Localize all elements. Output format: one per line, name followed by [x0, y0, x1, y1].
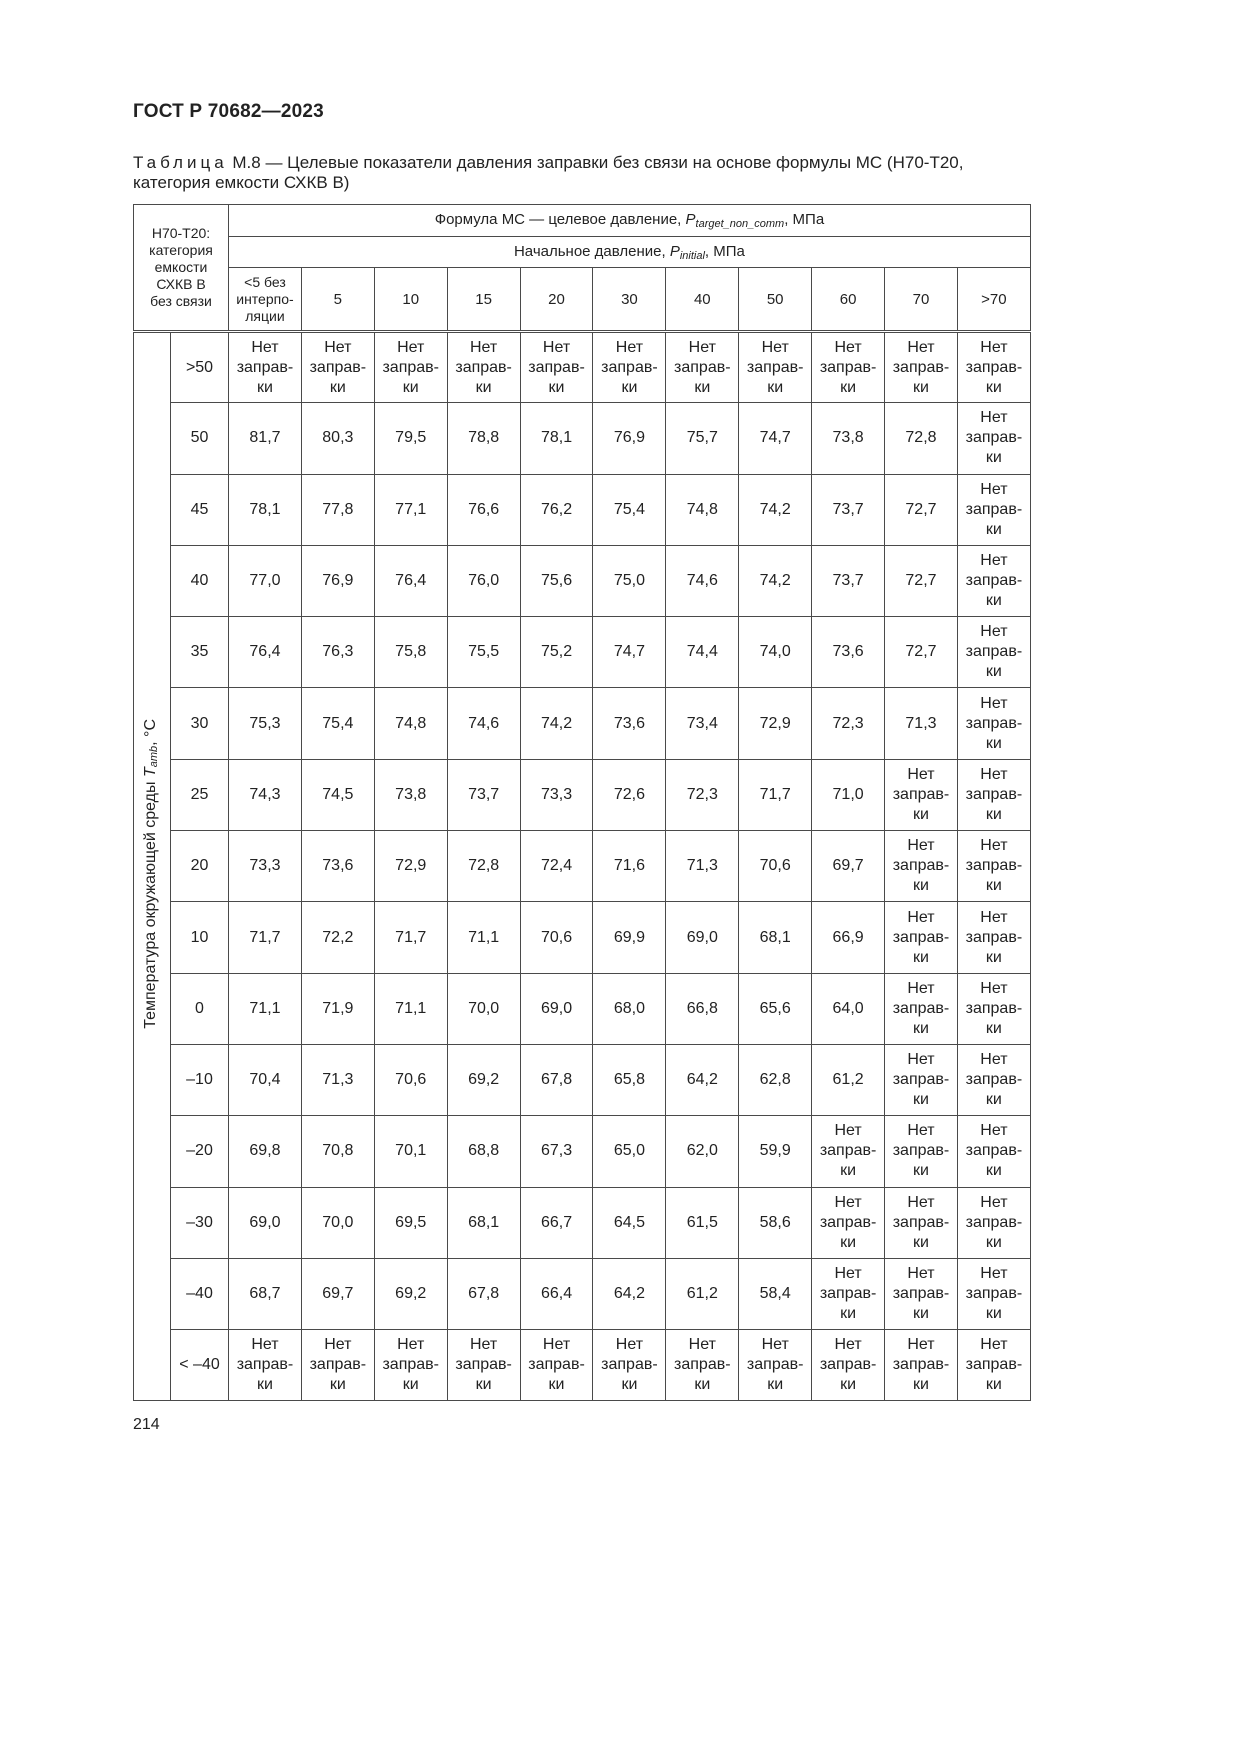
- table-cell: 70,8: [301, 1116, 374, 1187]
- table-cell: 78,1: [229, 474, 302, 545]
- table-cell: 58,4: [739, 1258, 812, 1329]
- column-header: 20: [520, 268, 593, 332]
- table-cell: Нет заправ- ки: [812, 1258, 885, 1329]
- table-cell: Нет заправ- ки: [812, 332, 885, 403]
- table-row: [134, 902, 1031, 973]
- column-header: 30: [593, 268, 666, 332]
- table-cell: 76,2: [520, 474, 593, 545]
- table-cell: 73,3: [229, 831, 302, 902]
- table-cell: 71,1: [229, 973, 302, 1044]
- formula-header: [229, 205, 1031, 237]
- row-axis-label-prefix: Температура окружающей среды: [141, 776, 159, 1029]
- table-cell: 71,3: [666, 831, 739, 902]
- header-row-columns: [134, 268, 1031, 332]
- table-cell: 64,2: [666, 1044, 739, 1115]
- table-cell: 66,7: [520, 1187, 593, 1258]
- row-axis-label: [141, 719, 164, 1029]
- table-cell: 73,7: [447, 759, 520, 830]
- table-cell: 69,0: [666, 902, 739, 973]
- table-cell: Нет заправ- ки: [374, 1330, 447, 1401]
- table-cell: Нет заправ- ки: [957, 1187, 1030, 1258]
- table-cell: Нет заправ- ки: [957, 332, 1030, 403]
- table-cell: 77,0: [229, 545, 302, 616]
- table-cell: 74,2: [739, 474, 812, 545]
- table-cell: 73,8: [812, 403, 885, 474]
- table-cell: 73,7: [812, 474, 885, 545]
- table-row: [134, 1330, 1031, 1401]
- table-cell: 71,7: [229, 902, 302, 973]
- table-cell: 67,8: [447, 1258, 520, 1329]
- table-cell: 69,0: [229, 1187, 302, 1258]
- table-cell: 76,9: [301, 545, 374, 616]
- row-label-temperature: 50: [171, 403, 229, 474]
- table-cell: 77,1: [374, 474, 447, 545]
- table-cell: 75,4: [593, 474, 666, 545]
- table-cell: 75,6: [520, 545, 593, 616]
- formula-header-symbol: P: [685, 211, 696, 228]
- table-cell: Нет заправ- ки: [957, 545, 1030, 616]
- table-cell: 62,0: [666, 1116, 739, 1187]
- table-cell: 70,6: [520, 902, 593, 973]
- table-cell: 80,3: [301, 403, 374, 474]
- table-cell: Нет заправ- ки: [520, 1330, 593, 1401]
- table-cell: Нет заправ- ки: [957, 403, 1030, 474]
- table-cell: 81,7: [229, 403, 302, 474]
- table-cell: 71,3: [301, 1044, 374, 1115]
- table-cell: 72,8: [447, 831, 520, 902]
- table-cell: 65,6: [739, 973, 812, 1044]
- table-cell: Нет заправ- ки: [885, 1044, 958, 1115]
- row-label-temperature: >50: [171, 332, 229, 403]
- table-cell: 65,8: [593, 1044, 666, 1115]
- table-body: [134, 332, 1031, 1401]
- table-cell: 71,1: [447, 902, 520, 973]
- table-cell: 75,3: [229, 688, 302, 759]
- initial-header-symbol: P: [669, 242, 680, 260]
- table-row: [134, 332, 1031, 403]
- table-row: [134, 474, 1031, 545]
- table-cell: 74,5: [301, 759, 374, 830]
- table-cell: 73,6: [812, 617, 885, 688]
- table-cell: 71,1: [374, 973, 447, 1044]
- table-row: [134, 1116, 1031, 1187]
- column-header: 5: [301, 268, 374, 332]
- table-cell: Нет заправ- ки: [957, 1330, 1030, 1401]
- table-caption: [133, 153, 1033, 193]
- table-cell: Нет заправ- ки: [739, 1330, 812, 1401]
- table-cell: 58,6: [739, 1187, 812, 1258]
- table-cell: Нет заправ- ки: [593, 332, 666, 403]
- table-cell: 74,0: [739, 617, 812, 688]
- table-header: [134, 205, 1031, 332]
- table-cell: Нет заправ- ки: [812, 1116, 885, 1187]
- table-cell: 77,8: [301, 474, 374, 545]
- table-cell: Нет заправ- ки: [957, 1258, 1030, 1329]
- table-cell: 69,0: [520, 973, 593, 1044]
- table-cell: 68,1: [739, 902, 812, 973]
- column-header: 40: [666, 268, 739, 332]
- table-row: [134, 688, 1031, 759]
- row-label-temperature: –40: [171, 1258, 229, 1329]
- table-cell: 72,8: [885, 403, 958, 474]
- initial-header-subscript: initial: [679, 249, 705, 262]
- caption-text: М.8 — Целевые показатели давления заправки без связи на основе формулы МС (Н70-Т20, категория емкости СХКВ В): [133, 153, 964, 192]
- table-cell: Нет заправ- ки: [812, 1330, 885, 1401]
- table-cell: 72,9: [374, 831, 447, 902]
- table-cell: 62,8: [739, 1044, 812, 1115]
- table-cell: Нет заправ- ки: [374, 332, 447, 403]
- pressure-targets-table: [133, 204, 1031, 1401]
- table-cell: Нет заправ- ки: [885, 1187, 958, 1258]
- table-cell: Нет заправ- ки: [301, 332, 374, 403]
- table-cell: 70,4: [229, 1044, 302, 1115]
- table-cell: 69,2: [447, 1044, 520, 1115]
- table-cell: 79,5: [374, 403, 447, 474]
- table-cell: 71,0: [812, 759, 885, 830]
- table-cell: 61,2: [666, 1258, 739, 1329]
- table-cell: 74,4: [666, 617, 739, 688]
- formula-header-prefix: Формула МС — целевое давление,: [434, 211, 686, 228]
- table-cell: 76,6: [447, 474, 520, 545]
- table-cell: Нет заправ- ки: [885, 759, 958, 830]
- table-cell: Нет заправ- ки: [812, 1187, 885, 1258]
- column-header: >70: [957, 268, 1030, 332]
- table-cell: 59,9: [739, 1116, 812, 1187]
- row-label-temperature: 10: [171, 902, 229, 973]
- table-cell: Нет заправ- ки: [301, 1330, 374, 1401]
- initial-header-suffix: , МПа: [704, 242, 745, 260]
- table-cell: 75,0: [593, 545, 666, 616]
- column-header: 60: [812, 268, 885, 332]
- table-cell: Нет заправ- ки: [520, 332, 593, 403]
- table-cell: Нет заправ- ки: [447, 332, 520, 403]
- table-cell: Нет заправ- ки: [885, 1258, 958, 1329]
- corner-header: Н70-Т20: категория емкости СХКВ В без связи: [134, 205, 229, 332]
- table-cell: 74,7: [593, 617, 666, 688]
- table-cell: 70,0: [301, 1187, 374, 1258]
- row-axis-label-suffix: , °C: [141, 718, 159, 746]
- table-cell: 73,6: [593, 688, 666, 759]
- table-cell: 70,6: [739, 831, 812, 902]
- table-row: [134, 545, 1031, 616]
- table-cell: 72,9: [739, 688, 812, 759]
- table-cell: 65,0: [593, 1116, 666, 1187]
- table-cell: Нет заправ- ки: [447, 1330, 520, 1401]
- table-cell: 72,7: [885, 474, 958, 545]
- table-cell: 75,4: [301, 688, 374, 759]
- table-cell: 68,1: [447, 1187, 520, 1258]
- header-row-initial: [134, 237, 1031, 268]
- row-label-temperature: –20: [171, 1116, 229, 1187]
- table-cell: Нет заправ- ки: [957, 759, 1030, 830]
- table-row: [134, 831, 1031, 902]
- table-cell: Нет заправ- ки: [229, 332, 302, 403]
- initial-header-prefix: Начальное давление,: [513, 242, 670, 260]
- column-header: 10: [374, 268, 447, 332]
- column-header: 50: [739, 268, 812, 332]
- formula-header-subscript: target_non_comm: [695, 218, 785, 230]
- table-cell: Нет заправ- ки: [957, 688, 1030, 759]
- table-cell: 61,5: [666, 1187, 739, 1258]
- table-cell: 78,1: [520, 403, 593, 474]
- header-row-formula: [134, 205, 1031, 237]
- table-cell: Нет заправ- ки: [957, 973, 1030, 1044]
- table-cell: 76,3: [301, 617, 374, 688]
- row-label-temperature: 30: [171, 688, 229, 759]
- table-cell: 74,6: [666, 545, 739, 616]
- table-cell: 72,2: [301, 902, 374, 973]
- page-number: 214: [133, 1416, 160, 1433]
- table-cell: 74,6: [447, 688, 520, 759]
- table-cell: 73,7: [812, 545, 885, 616]
- table-cell: 69,7: [812, 831, 885, 902]
- table-cell: 76,4: [229, 617, 302, 688]
- table-cell: 67,8: [520, 1044, 593, 1115]
- table-cell: Нет заправ- ки: [666, 332, 739, 403]
- table-row: [134, 617, 1031, 688]
- table-cell: 76,4: [374, 545, 447, 616]
- table-cell: 72,4: [520, 831, 593, 902]
- table-cell: 69,2: [374, 1258, 447, 1329]
- row-label-temperature: –10: [171, 1044, 229, 1115]
- table-row: [134, 1187, 1031, 1258]
- table-cell: 72,7: [885, 617, 958, 688]
- table-cell: 71,3: [885, 688, 958, 759]
- table-cell: 69,7: [301, 1258, 374, 1329]
- table-cell: Нет заправ- ки: [957, 902, 1030, 973]
- table-cell: Нет заправ- ки: [885, 973, 958, 1044]
- table-cell: 68,8: [447, 1116, 520, 1187]
- table-cell: 70,6: [374, 1044, 447, 1115]
- table-cell: 73,6: [301, 831, 374, 902]
- table-cell: 74,7: [739, 403, 812, 474]
- table-row: [134, 973, 1031, 1044]
- row-label-temperature: 25: [171, 759, 229, 830]
- table-cell: Нет заправ- ки: [885, 1330, 958, 1401]
- row-label-temperature: 45: [171, 474, 229, 545]
- row-label-temperature: < –40: [171, 1330, 229, 1401]
- table-cell: 76,0: [447, 545, 520, 616]
- table-cell: Нет заправ- ки: [885, 1116, 958, 1187]
- table-cell: 73,4: [666, 688, 739, 759]
- table-cell: 72,7: [885, 545, 958, 616]
- table-cell: 72,3: [666, 759, 739, 830]
- table-cell: 70,0: [447, 973, 520, 1044]
- column-header: 70: [885, 268, 958, 332]
- table-row: [134, 1044, 1031, 1115]
- table-cell: 72,6: [593, 759, 666, 830]
- table-cell: 71,7: [374, 902, 447, 973]
- table-cell: 75,7: [666, 403, 739, 474]
- caption-label: Таблица: [133, 153, 228, 172]
- table-row: [134, 1258, 1031, 1329]
- table-cell: 68,0: [593, 973, 666, 1044]
- table-cell: Нет заправ- ки: [885, 902, 958, 973]
- table-cell: 69,5: [374, 1187, 447, 1258]
- table-cell: 74,2: [520, 688, 593, 759]
- table-cell: Нет заправ- ки: [957, 831, 1030, 902]
- row-label-temperature: 40: [171, 545, 229, 616]
- row-axis-label-symbol: T: [141, 767, 159, 777]
- table-cell: 71,6: [593, 831, 666, 902]
- table-cell: 66,8: [666, 973, 739, 1044]
- table-cell: 74,3: [229, 759, 302, 830]
- table-cell: 64,2: [593, 1258, 666, 1329]
- table-cell: 71,9: [301, 973, 374, 1044]
- column-header: <5 без интерпо- ляции: [229, 268, 302, 332]
- table-cell: 68,7: [229, 1258, 302, 1329]
- table-cell: 76,9: [593, 403, 666, 474]
- document-title: ГОСТ Р 70682—2023: [133, 101, 324, 122]
- table-row: [134, 403, 1031, 474]
- table-row: [134, 759, 1031, 830]
- table-cell: Нет заправ- ки: [885, 831, 958, 902]
- table-cell: 72,3: [812, 688, 885, 759]
- table-cell: 69,8: [229, 1116, 302, 1187]
- table-cell: 67,3: [520, 1116, 593, 1187]
- row-axis-label-subscript: amb: [147, 745, 160, 768]
- table-cell: 66,9: [812, 902, 885, 973]
- row-label-temperature: 35: [171, 617, 229, 688]
- table-cell: Нет заправ- ки: [957, 1116, 1030, 1187]
- table-cell: 64,0: [812, 973, 885, 1044]
- row-label-temperature: –30: [171, 1187, 229, 1258]
- table-cell: 73,8: [374, 759, 447, 830]
- table-cell: Нет заправ- ки: [885, 332, 958, 403]
- table-cell: 71,7: [739, 759, 812, 830]
- table-cell: 75,2: [520, 617, 593, 688]
- formula-header-suffix: , МПа: [784, 211, 825, 228]
- table-cell: 74,8: [666, 474, 739, 545]
- row-label-temperature: 20: [171, 831, 229, 902]
- table-cell: 75,5: [447, 617, 520, 688]
- column-header: 15: [447, 268, 520, 332]
- initial-pressure-header: [229, 237, 1031, 268]
- table-cell: Нет заправ- ки: [957, 617, 1030, 688]
- table-cell: Нет заправ- ки: [229, 1330, 302, 1401]
- table-cell: 74,2: [739, 545, 812, 616]
- table-cell: Нет заправ- ки: [957, 1044, 1030, 1115]
- table-cell: 66,4: [520, 1258, 593, 1329]
- table-cell: 74,8: [374, 688, 447, 759]
- table-cell: Нет заправ- ки: [666, 1330, 739, 1401]
- table-cell: Нет заправ- ки: [593, 1330, 666, 1401]
- row-label-temperature: 0: [171, 973, 229, 1044]
- table-cell: 69,9: [593, 902, 666, 973]
- table-cell: Нет заправ- ки: [957, 474, 1030, 545]
- table-cell: 61,2: [812, 1044, 885, 1115]
- table-cell: 70,1: [374, 1116, 447, 1187]
- table-cell: 73,3: [520, 759, 593, 830]
- row-axis-label-cell: [134, 332, 171, 1401]
- table-cell: 75,8: [374, 617, 447, 688]
- table-cell: Нет заправ- ки: [739, 332, 812, 403]
- table-cell: 64,5: [593, 1187, 666, 1258]
- table-cell: 78,8: [447, 403, 520, 474]
